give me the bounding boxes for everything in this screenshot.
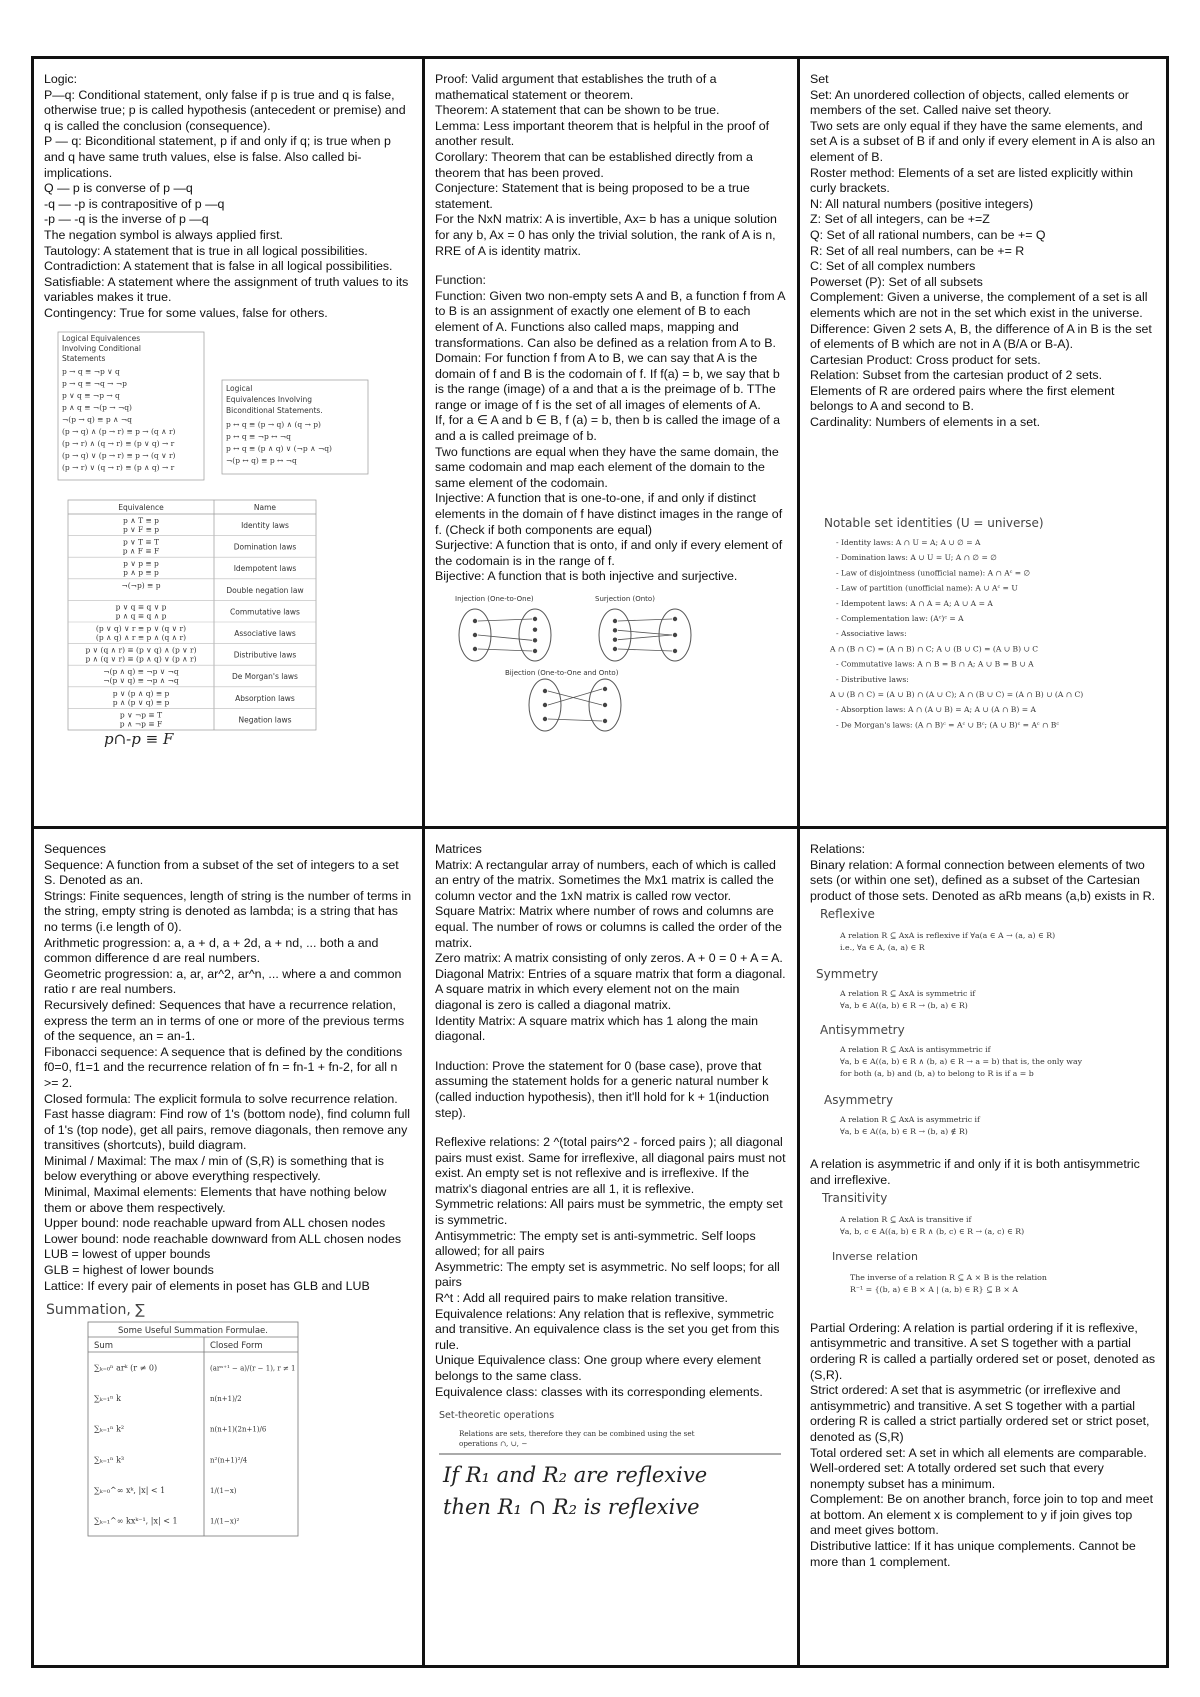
set-cell — [800, 59, 1166, 826]
relations-cell — [800, 829, 1166, 1665]
relations-item: Complement: Be on another branch, force join to top and meet at bottom. An element x is complement to y if join gives top and meet gives bottom. — [810, 1492, 1154, 1538]
bijection-codomain-point — [603, 719, 607, 723]
relations-title: Relations: — [810, 842, 866, 856]
fig2-header: Equivalences Involving — [226, 394, 312, 404]
surjection-arrow — [618, 619, 672, 621]
logic-item: P — q: Biconditional statement, p if and only if q; is true when p and q have same truth values, else is false. Also called bi-implications. — [44, 134, 391, 180]
bijection-domain-point — [543, 689, 547, 693]
reflexive-def: A relation R ⊆ AxA is reflexive if ∀a(a ∈ A → (a, a) ∈ R) — [840, 931, 1056, 941]
set-identity-line: - Identity laws: A ∩ U = A; A ∪ ∅ = A — [836, 537, 981, 547]
bijection-domain-point — [543, 717, 547, 721]
mapping-svg — [435, 593, 775, 733]
sequences-title: Sequences — [44, 842, 107, 856]
relations-item: Partial Ordering: A relation is partial ordering if it is reflexive, antisymmetric and transitive. A set S together with a partial ordering R is called a partially ordered set or poset, denoted as (S,R). — [810, 1320, 1156, 1382]
summation-closed-form: 1/(1−x) — [210, 1487, 237, 1496]
law-equivalence: (p ∧ q) ∧ r ≡ p ∧ (q ∧ r) — [95, 632, 187, 642]
sequences-item: Lattice: If every pair of elements in poset has GLB and LUB — [44, 1278, 370, 1293]
injection-codomain-point — [533, 638, 537, 642]
set-identity-line: - De Morgan's laws: (A ∩ B)ᶜ = Aᶜ ∪ Bᶜ; (A ∪ B)ᶜ = Aᶜ ∩ Bᶜ — [836, 720, 1059, 730]
set-identity-line: - Law of disjointness (unofficial name): A ∩ Aᶜ = ∅ — [836, 568, 1031, 578]
law-equivalence: (p ∨ q) ∨ r ≡ p ∨ (q ∨ r) — [95, 623, 187, 633]
biconditional-equivalence-table — [222, 380, 368, 474]
matrices-item: Square Matrix: Matrix where number of rows and columns are equal. The number of rows or columns is called the order of the matrix. — [435, 904, 782, 950]
surjection-arrow — [618, 630, 672, 635]
logic-item: P—q: Conditional statement, only false if p is true and q is false, otherwise true; p is called hypothesis (antecedent or premise) and q is called the conclusion (consequence). — [44, 87, 406, 133]
symmetry-def: ∀a, b ∈ A((a, b) ∈ R → (b, a) ∈ R) — [840, 1001, 968, 1011]
set-identity-line: A ∩ (B ∩ C) = (A ∩ B) ∩ C; A ∪ (B ∪ C) = (A ∪ B) ∪ C — [830, 644, 1039, 654]
set-item: Powerset (P): Set of all subsets — [810, 274, 983, 289]
law-name: Absorption laws — [235, 693, 295, 703]
set-theoretic-text: Relations are sets, therefore they can be combined using the set — [459, 1429, 695, 1439]
sequences-item: Geometric progression: a, ar, ar^2, ar^n, ... where a and common ratio r are real numbers. — [44, 966, 402, 997]
set-item: N: All natural numbers (positive integers) — [810, 196, 1034, 211]
logic-item: -q — -p is contrapositive of p —q — [44, 196, 225, 211]
conditional-equivalence-table — [58, 332, 204, 480]
symmetry-def: A relation R ⊆ AxA is symmetric if — [840, 989, 976, 999]
summation-closed-form: n(n+1)(2n+1)/6 — [210, 1425, 267, 1434]
surjection-codomain-point — [673, 617, 677, 621]
set-item: Complement: Given a universe, the complement of a set is all elements which are not in the set which exist in the universe. — [810, 290, 1148, 320]
injection-codomain-point — [533, 627, 537, 631]
relations-item: Strict ordered: A set that is asymmetric (or irreflexive and antisymmetric) and transitive. A set S together with a partial ordering R is called a strict partially ordered set or strict poset, denoted as (S,R) — [810, 1383, 1150, 1444]
summation-closed-form: 1/(1−x)² — [210, 1517, 240, 1526]
surjection-domain-point — [613, 647, 617, 651]
fig2-row: p ↔ q ≡ (p ∧ q) ∨ (¬p ∧ ¬q) — [226, 443, 332, 453]
law-equivalence: p ∧ (p ∨ q) ≡ p — [112, 697, 170, 707]
transitivity-def: ∀a, b, c ∈ A((a, b) ∈ R ∧ (b, c) ∈ R → (a, c) ∈ R) — [840, 1227, 1025, 1237]
function-item: Bijective: A function that is both injective and surjective. — [435, 569, 738, 584]
set-item: Q: Set of all rational numbers, can be += Q — [810, 227, 1046, 242]
antisymmetry-def: for both (a, b) and (b, a) to belong to R is if a = b — [840, 1069, 1034, 1079]
law-equivalence: ¬(p ∧ q) ≡ ¬p ∨ ¬q — [103, 666, 179, 676]
function-item: If, for a ∈ A and b ∈ B, f (a) = b, then b is called the image of a and a is called preimage of b. — [435, 413, 780, 444]
matrices-item: Diagonal Matrix: Entries of a square matrix that form a diagonal. A square matrix in which every element not on the main diagonal is zero is called a diagonal matrix. — [435, 966, 786, 1012]
law-name: Distributive laws — [233, 650, 297, 660]
binary-relation-text: Binary relation: A formal connection between elements of two sets (or within one set), defined as a subset of the Cartesian product of those sets. Denoted as aRb means (a,b) exists in R. — [810, 857, 1156, 903]
set-item: C: Set of all complex numbers — [810, 259, 976, 274]
transitivity-figure — [810, 1188, 1156, 1321]
transitivity-heading: Transitivity — [822, 1191, 888, 1206]
summation-col-sum: Sum — [94, 1341, 114, 1352]
summation-closed-form: n(n+1)/2 — [210, 1395, 242, 1404]
summation-sum: ∑ₖ₌₀ⁿ arᵏ (r ≠ 0) — [94, 1363, 158, 1373]
relations-item: Asymmetric: The empty set is asymmetric. No self loops; for all pairs — [435, 1259, 780, 1290]
relations-item: Total ordered set: A set in which all elements are comparable. — [810, 1445, 1147, 1460]
logic-item: Tautology: A statement that is true in all logical possibilities. — [44, 243, 368, 258]
relations-item: Equivalence relations: Any relation that is reflexive, symmetric and transitive. An equivalence class is the set you get from this rule. — [435, 1306, 780, 1352]
law-equivalence: p ∧ p ≡ p — [123, 567, 159, 577]
law-equivalence: p ∨ F ≡ p — [122, 524, 160, 534]
asymmetry-def: A relation R ⊆ AxA is asymmetric if — [840, 1115, 980, 1125]
summation-figure — [44, 1298, 412, 1543]
fig1-header: Statements — [62, 353, 106, 363]
sequences-item: Fibonacci sequence: A sequence that is defined by the conditions f0=0, f1=1 and the recurrence relation of fn = fn-1 + fn-2, for all n >= 2. — [44, 1044, 403, 1090]
fig1-row: p ∧ q ≡ ¬(p → ¬q) — [62, 402, 132, 412]
proof-item: Lemma: Less important theorem that is helpful in the proof of another result. — [435, 118, 770, 149]
set-item: Roster method: Elements of a set are listed explicitly within curly brackets. — [810, 165, 1133, 196]
summation-col-closed: Closed Form — [210, 1341, 263, 1352]
set-item: R: Set of all real numbers, can be += R — [810, 243, 1025, 258]
injection-domain-point — [473, 619, 477, 623]
law-name: Associative laws — [234, 628, 296, 638]
proof-item: Corollary: Theorem that can be established directly from a theorem that has been proved. — [435, 149, 753, 180]
set-theoretic-svg — [435, 1406, 785, 1522]
set-item: Cardinality: Numbers of elements in a set. — [810, 415, 1041, 430]
set-identity-line: - Distributive laws: — [836, 674, 909, 684]
function-item: Function: Given two non-empty sets A and B, a function f from A to B is an assignment of exactly one element of B to each element of A. Functions also called maps, mapping and transformations. Can also be defined as a relation from A to B. — [435, 288, 785, 350]
function-item: Domain: For function f from A to B, we can say that A is the domain of f and B is the codomain of f. If f(a) = b, we say that b is the range (image) of a and that a is the preimage of b. TThe range or image of f is the set of all images of elements of A. — [435, 351, 780, 412]
handwritten-line-1: If R₁ and R₂ are reflexive — [443, 1463, 708, 1488]
law-equivalence: ¬(p ∨ q) ≡ ¬p ∧ ¬q — [103, 675, 179, 685]
proof-item: Theorem: A statement that can be shown to be true. — [435, 103, 720, 118]
logical-equivalence-figures — [44, 330, 412, 750]
laws-col-equivalence: Equivalence — [118, 502, 164, 512]
set-identity-line: - Associative laws: — [836, 628, 907, 638]
logic-title: Logic: — [44, 72, 78, 86]
surjection-label: Surjection (Onto) — [595, 595, 655, 603]
surjection-domain-oval — [599, 609, 631, 661]
fig2-header: Biconditional Statements. — [226, 405, 323, 415]
logic-item: Contingency: True for some values, false for others. — [44, 305, 328, 320]
law-name: Idempotent laws — [233, 563, 297, 573]
fig1-row: (p → r) ∧ (q → r) ≡ (p ∨ q) → r — [62, 438, 175, 448]
summation-closed-form: n²(n+1)²/4 — [210, 1456, 248, 1465]
proof-cell — [425, 59, 797, 826]
set-identity-line: A ∪ (B ∩ C) = (A ∪ B) ∩ (A ∪ C); A ∩ (B ∪ C) = (A ∩ B) ∪ (A ∩ C) — [830, 689, 1084, 699]
law-equivalence: p ∨ p ≡ p — [123, 558, 159, 568]
law-name: Commutative laws — [230, 606, 300, 616]
set-title: Set — [810, 72, 829, 86]
sequences-item: GLB = highest of lower bounds — [44, 1263, 214, 1278]
function-mapping-diagram — [435, 593, 787, 733]
set-item: Relation: Subset from the cartesian product of 2 sets. Elements of R are ordered pairs where the first element belongs to A and second to B. — [810, 368, 1115, 414]
logic-cell — [34, 59, 422, 826]
law-equivalence: p ∧ F ≡ F — [122, 546, 160, 556]
set-identity-line: - Complementation law: (Aᶜ)ᶜ = A — [836, 613, 964, 623]
inverse-heading: Inverse relation — [832, 1250, 918, 1264]
summation-title: Summation, ∑ — [46, 1302, 145, 1319]
sequences-item: Recursively defined: Sequences that have a recurrence relation, express the term an in terms of one or more of the previous terms of the sequence, an = an-1. — [44, 997, 405, 1044]
matrices-cell — [425, 829, 797, 1665]
inverse-def: R⁻¹ = {(b, a) ∈ B × A | (a, b) ∈ R} ⊆ B × A — [850, 1285, 1018, 1295]
sequences-item: LUB = lowest of upper bounds — [44, 1247, 211, 1262]
summation-table-title: Some Useful Summation Formulae. — [118, 1326, 268, 1337]
reflexive-def: i.e., ∀a ∈ A, (a, a) ∈ R — [840, 943, 925, 953]
matrices-title: Matrices — [435, 842, 482, 856]
relations-item: Distributive lattice: If it has unique complements. Cannot be more than 1 complement. — [810, 1539, 1136, 1569]
relations-item: Reflexive relations: 2 ^(total pairs^2 - forced pairs ); all diagonal pairs must exist. Same for irreflexive, all diagonal pairs must not exist. An empty set is not reflexive and is irreflexive. If the matrix's diagonal entries are all 1, it is reflexive. — [435, 1135, 786, 1196]
function-title: Function: — [435, 273, 486, 288]
symmetry-heading: Symmetry — [816, 967, 879, 982]
injection-arrow — [478, 619, 532, 621]
fig2-row: ¬(p ↔ q) ≡ p ↔ ¬q — [226, 455, 297, 465]
surjection-codomain-point — [673, 633, 677, 637]
summation-sum: ∑ₖ₌₀^∞ xᵏ, |x| < 1 — [94, 1486, 166, 1496]
sequences-cell — [34, 829, 422, 1665]
reflexive-heading: Reflexive — [820, 907, 875, 922]
summation-sum: ∑ₖ₌₁ⁿ k — [94, 1394, 121, 1404]
sequences-item: Closed formula: The explicit formula to solve recurrence relation. — [44, 1091, 398, 1106]
surjection-arrow — [618, 649, 672, 651]
logic-item: Q — p is converse of p —q — [44, 181, 193, 196]
sequences-item: Sequence: A function from a subset of the set of integers to a set S. Denoted as an. — [44, 857, 399, 888]
relations-item: Symmetric relations: All pairs must be symmetric, the empty set is symmetric. — [435, 1197, 783, 1228]
set-identities-svg — [810, 513, 1160, 753]
sequences-item: Lower bound: node reachable downward from ALL chosen nodes — [44, 1231, 402, 1246]
set-identities-figure — [810, 513, 1156, 758]
fig1-row: ¬(p → q) ≡ p ∧ ¬q — [62, 414, 132, 424]
logic-item: -p — -q is the inverse of p —q — [44, 212, 209, 227]
law-name: Identity laws — [241, 520, 289, 530]
law-equivalence: p ∨ ¬p ≡ T — [119, 709, 163, 719]
law-equivalence: p ∧ ¬p ≡ F — [119, 718, 163, 728]
bijection-label: Bijection (One-to-One and Onto) — [505, 669, 619, 677]
antisymmetry-heading: Antisymmetry — [820, 1023, 905, 1038]
summation-sum: ∑ₖ₌₁ⁿ k² — [94, 1424, 125, 1434]
summation-sum: ∑ₖ₌₁ⁿ k³ — [94, 1455, 125, 1465]
set-item: Set: An unordered collection of objects, called elements or members of the set. Called naive set theory. — [810, 87, 1129, 118]
law-equivalence: p ∨ (q ∧ r) ≡ (p ∨ q) ∧ (p ∨ r) — [85, 645, 197, 655]
cheat-sheet — [31, 56, 1169, 1668]
relations-item: Well-ordered set: A totally ordered set such that every nonempty subset has a minimum. — [810, 1461, 1104, 1491]
fig1-row: p ∨ q ≡ ¬p → q — [62, 390, 120, 400]
set-item: Difference: Given 2 sets A, B, the difference of A in B is the set of elements of B which are not in A (B/A or B-A). — [810, 321, 1152, 352]
transitivity-svg — [810, 1188, 1160, 1316]
relations-item: R^t : Add all required pairs to make relation transitive. — [435, 1291, 729, 1306]
set-item: Z: Set of all integers, can be +=Z — [810, 212, 990, 227]
surjection-domain-point — [613, 637, 617, 641]
law-name: Negation laws — [238, 714, 292, 724]
law-name: Double negation law — [226, 585, 304, 595]
summation-sum: ∑ₖ₌₁^∞ kxᵏ⁻¹, |x| < 1 — [94, 1516, 178, 1526]
law-equivalence: ¬(¬p) ≡ p — [121, 580, 161, 590]
function-item: Injective: A function that is one-to-one, if and only if distinct elements in the domain of f have distinct images in the range of f. (Check if both components are equal) — [435, 491, 783, 537]
laws-col-name: Name — [253, 502, 277, 512]
law-equivalence: p ∧ (q ∨ r) ≡ (p ∧ q) ∨ (p ∧ r) — [85, 654, 197, 664]
fig1-row: (p → q) ∧ (p → r) ≡ p → (q ∧ r) — [62, 426, 176, 436]
set-identity-line: - Law of partition (unofficial name): A ∪ Aᶜ = U — [836, 583, 1018, 593]
law-name: De Morgan's laws — [232, 671, 298, 681]
matrices-item: Identity Matrix: A square matrix which has 1 along the main diagonal. — [435, 1013, 759, 1044]
set-item: Cartesian Product: Cross product for sets. — [810, 352, 1041, 367]
logic-item: Contradiction: A statement that is false in all logical possibilities. — [44, 259, 393, 274]
surjection-domain-point — [613, 619, 617, 623]
antisymmetry-def: ∀a, b ∈ A((a, b) ∈ R ∧ (b, a) ∈ R → a = b) that is, the only way — [840, 1057, 1082, 1067]
set-identity-line: - Commutative laws: A ∩ B = B ∩ A; A ∪ B = B ∪ A — [836, 659, 1034, 669]
asymmetry-heading: Asymmetry — [824, 1093, 894, 1108]
handwritten-note: p∩-p ≡ F — [104, 729, 174, 748]
fig1-header: Involving Conditional — [62, 343, 141, 353]
bijection-arrow — [548, 719, 602, 721]
injection-domain-point — [473, 633, 477, 637]
fig1-row: (p → q) ∨ (p → r) ≡ p → (q ∨ r) — [62, 450, 176, 460]
proof-item: For the NxN matrix: A is invertible, Ax= b has a unique solution for any b, Ax = 0 has only the trivial solution, the rank of A is n, RRE of A is identity matrix. — [435, 212, 777, 258]
sequences-item: Strings: Finite sequences, length of string is the number of terms in the string, empty string is denoted as lambda; is a string that has no terms (i.e length of 0). — [44, 888, 412, 934]
fig2-header: Logical — [226, 383, 253, 393]
injection-codomain-point — [533, 649, 537, 653]
injection-codomain-oval — [519, 609, 551, 661]
relations-item: Antisymmetric: The empty set is anti-symmetric. Self loops allowed; for all pairs — [435, 1228, 756, 1259]
relations-item: Unique Equivalence class: One group where every element belongs to the same class. — [435, 1353, 761, 1383]
fig1-header: Logical Equivalences — [62, 333, 141, 343]
law-equivalence: p ∨ T ≡ T — [122, 537, 160, 547]
logic-item: The negation symbol is always applied first. — [44, 227, 283, 242]
laws-table — [68, 500, 316, 730]
set-theoretic-text: operations ∩, ∪, − — [459, 1439, 528, 1449]
relation-properties-svg — [810, 904, 1160, 1142]
induction-text: Induction: Prove the statement for 0 (base case), prove that assuming the statement holds for a generic natural number k (called induction hypothesis), then it'll hold for k + 1(induction step). — [435, 1058, 770, 1120]
set-identity-line: - Idempotent laws: A ∩ A = A; A ∪ A = A — [836, 598, 993, 608]
handwritten-line-2: then R₁ ∩ R₂ is reflexive — [443, 1495, 700, 1520]
injection-codomain-point — [533, 617, 537, 621]
surjection-domain-point — [613, 628, 617, 632]
set-identity-line: - Domination laws: A ∪ U = U; A ∩ ∅ = ∅ — [836, 552, 997, 562]
law-equivalence: p ∨ (p ∧ q) ≡ p — [112, 688, 170, 698]
law-equivalence: p ∧ q ≡ q ∧ p — [115, 610, 167, 620]
relations-item: Equivalence class: classes with its corresponding elements. — [435, 1384, 763, 1399]
fig1-row: p → q ≡ ¬q → ¬p — [62, 378, 127, 388]
sequences-item: Minimal / Maximal: The max / min of (S,R) is something that is below everything or above everything respectively. — [44, 1153, 384, 1184]
summation-svg — [44, 1298, 304, 1538]
transitivity-def: A relation R ⊆ AxA is transitive if — [840, 1215, 972, 1225]
sequences-item: Minimal, Maximal elements: Elements that have nothing below them or above them respectively. — [44, 1185, 387, 1215]
injection-domain-point — [473, 647, 477, 651]
set-theoretic-title: Set-theoretic operations — [439, 1410, 555, 1422]
sequences-item: Arithmetic progression: a, a + d, a + 2d, a + nd, ... both a and common difference d are real numbers. — [44, 935, 379, 966]
sequences-item: Upper bound: node reachable upward from ALL chosen nodes — [44, 1216, 386, 1231]
proof-item: Conjecture: Statement that is being proposed to be a true statement. — [435, 181, 750, 211]
function-item: Surjective: A function that is onto, if and only if every element of the codomain is in the range of f. — [435, 538, 783, 568]
fig1-row: p → q ≡ ¬p ∨ q — [62, 366, 120, 376]
law-equivalence: p ∨ q ≡ q ∨ p — [115, 601, 167, 611]
surjection-arrow — [618, 635, 672, 640]
fig2-row: p ↔ q ≡ (p → q) ∧ (q → p) — [226, 419, 321, 429]
matrices-item: Matrix: A rectangular array of numbers, each of which is called an entry of the matrix. Sometimes the Mx1 matrix is called the column vector and the 1xN matrix is called row vector. — [435, 857, 776, 903]
set-item: Two sets are only equal if they have the same elements, and set A is a subset of B if and only if every element in A is also an element of B. — [810, 118, 1156, 164]
fig2-row: p ↔ q ≡ ¬p ↔ ¬q — [226, 431, 291, 441]
law-equivalence: p ∧ T ≡ p — [123, 515, 159, 525]
injection-label: Injection (One-to-One) — [455, 595, 534, 603]
relation-properties-figure — [810, 904, 1156, 1147]
surjection-codomain-point — [673, 649, 677, 653]
set-identities-title: Notable set identities (U = universe) — [824, 515, 1044, 530]
logic-item: Satisfiable: A statement where the assignment of truth values to its variables makes it true. — [44, 274, 409, 305]
summation-closed-form: (arⁿ⁺¹ − a)/(r − 1), r ≠ 1 — [210, 1364, 296, 1373]
law-name: Domination laws — [233, 542, 297, 552]
function-item: Two functions are equal when they have the same domain, the same codomain and map each element of the domain to the same element of the codomain. — [435, 444, 779, 490]
fig1-row: (p → r) ∨ (q → r) ≡ (p ∧ q) → r — [62, 462, 175, 472]
asymmetry-note: A relation is asymmetric if and only if it is both antisymmetric and irreflexive. — [810, 1156, 1140, 1187]
proof-item: Proof: Valid argument that establishes the truth of a mathematical statement or theorem. — [435, 72, 717, 102]
injection-arrow — [478, 649, 532, 651]
sequences-item: Fast hasse diagram: Find row of 1's (bottom node), find column full of 1's (top node), get all pairs, remove diagonals, then remove any transitives (shortcuts), build diagram. — [44, 1107, 410, 1153]
inverse-def: The inverse of a relation R ⊆ A × B is the relation — [850, 1273, 1047, 1283]
matrices-item: Zero matrix: A matrix consisting of only zeros. A + 0 = 0 + A = A. — [435, 951, 783, 966]
asymmetry-def: ∀a, b ∈ A((a, b) ∈ R → (b, a) ∉ R) — [840, 1127, 968, 1137]
bijection-domain-point — [543, 703, 547, 707]
set-theoretic-figure — [435, 1406, 787, 1527]
bijection-codomain-point — [603, 703, 607, 707]
logic-figure-svg — [44, 330, 384, 750]
injection-arrow — [478, 635, 532, 640]
antisymmetry-def: A relation R ⊆ AxA is antisymmetric if — [840, 1045, 991, 1055]
bijection-codomain-point — [603, 687, 607, 691]
set-identity-line: - Absorption laws: A ∩ (A ∪ B) = A; A ∪ (A ∩ B) = A — [836, 704, 1036, 714]
